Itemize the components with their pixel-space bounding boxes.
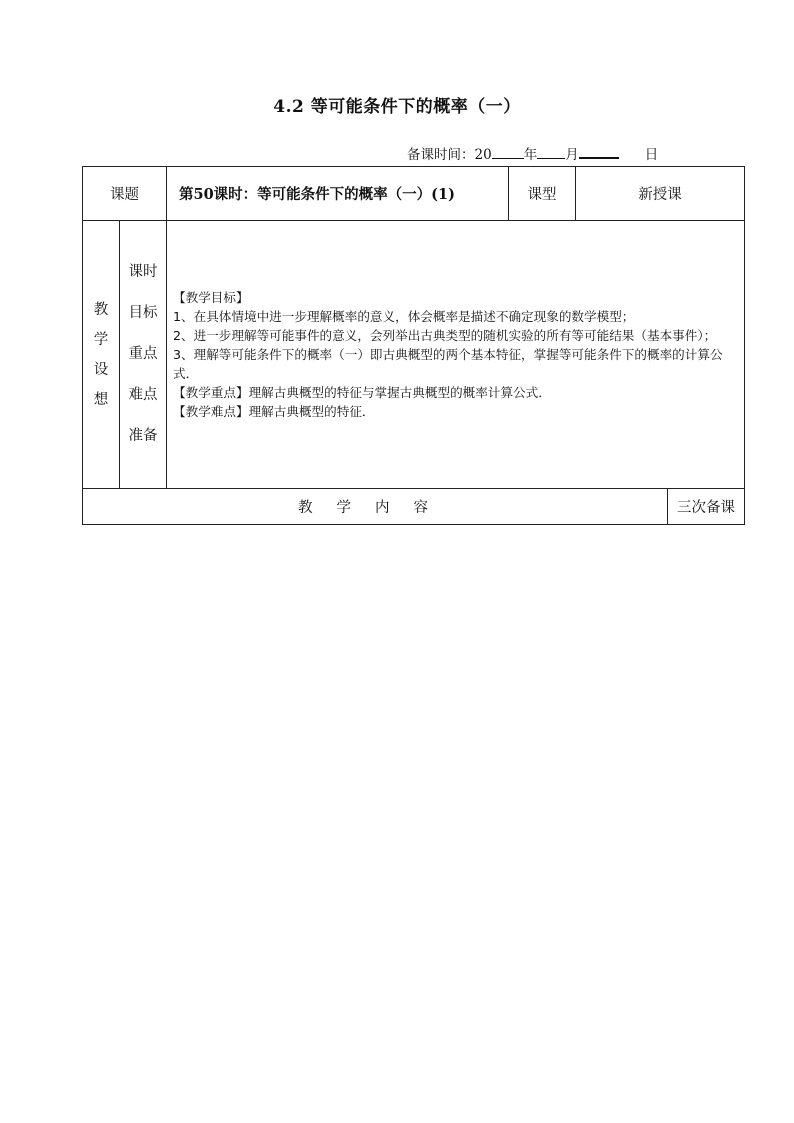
design-char: 想: [93, 391, 109, 408]
topic-value: 第50课时：等可能条件下的概率（一）(1): [167, 167, 509, 221]
teaching-content-label: [83, 489, 668, 525]
topic-label: 课题: [83, 167, 167, 221]
difficult-point: 【教学难点】理解古典概型的特征．: [173, 404, 375, 419]
prep-year-label: 年: [523, 147, 538, 163]
content-row: [83, 489, 745, 525]
lesson-plan-table: [82, 166, 745, 525]
goal-item: 2、进一步理解等可能事件的意义，会列举出古典类型的随机实验的所有等可能结果（基本事件）；: [173, 328, 717, 343]
prep-day-label: 日: [644, 147, 659, 163]
lesson-type-label: 课型: [509, 167, 576, 221]
goals-label: [120, 221, 167, 489]
goals-char: 目标: [128, 305, 158, 321]
design-label: [83, 221, 120, 489]
design-char: 学: [93, 331, 109, 348]
month-blank: [537, 146, 565, 159]
goals-char: 课时: [128, 264, 158, 280]
day-blank: [579, 145, 619, 159]
prep-month-label: 月: [565, 147, 579, 163]
goals-content: [167, 221, 745, 489]
key-point: 【教学重点】理解古典概型的特征与掌握古典概型的概率计算公式．: [173, 385, 551, 400]
year-blank: [492, 146, 524, 159]
goal-item: 3、理解等可能条件下的概率（一）即古典概型的两个基本特征，掌握等可能条件下的概率的计算公式．: [173, 347, 723, 381]
goal-item: 1、在具体情境中进一步理解概率的意义，体会概率是描述不确定现象的数学模型；: [173, 309, 635, 324]
design-row: [83, 221, 745, 489]
goals-char: 重点: [128, 346, 158, 362]
lesson-type-value: 新授课: [576, 167, 745, 221]
goals-char: 准备: [128, 428, 158, 444]
page-title: 4.2 等可能条件下的概率（一）: [273, 97, 521, 117]
topic-row: [83, 167, 745, 221]
third-prep-label: 三次备课: [668, 489, 745, 525]
teaching-content-text: 教学内容: [298, 500, 452, 516]
goals-char: 难点: [128, 387, 158, 403]
prep-time-label: 备课时间：20: [407, 147, 492, 163]
design-char: 教: [93, 301, 109, 318]
design-char: 设: [93, 361, 109, 378]
prep-time-line: [407, 143, 658, 163]
goals-heading: 【教学目标】: [173, 290, 249, 305]
